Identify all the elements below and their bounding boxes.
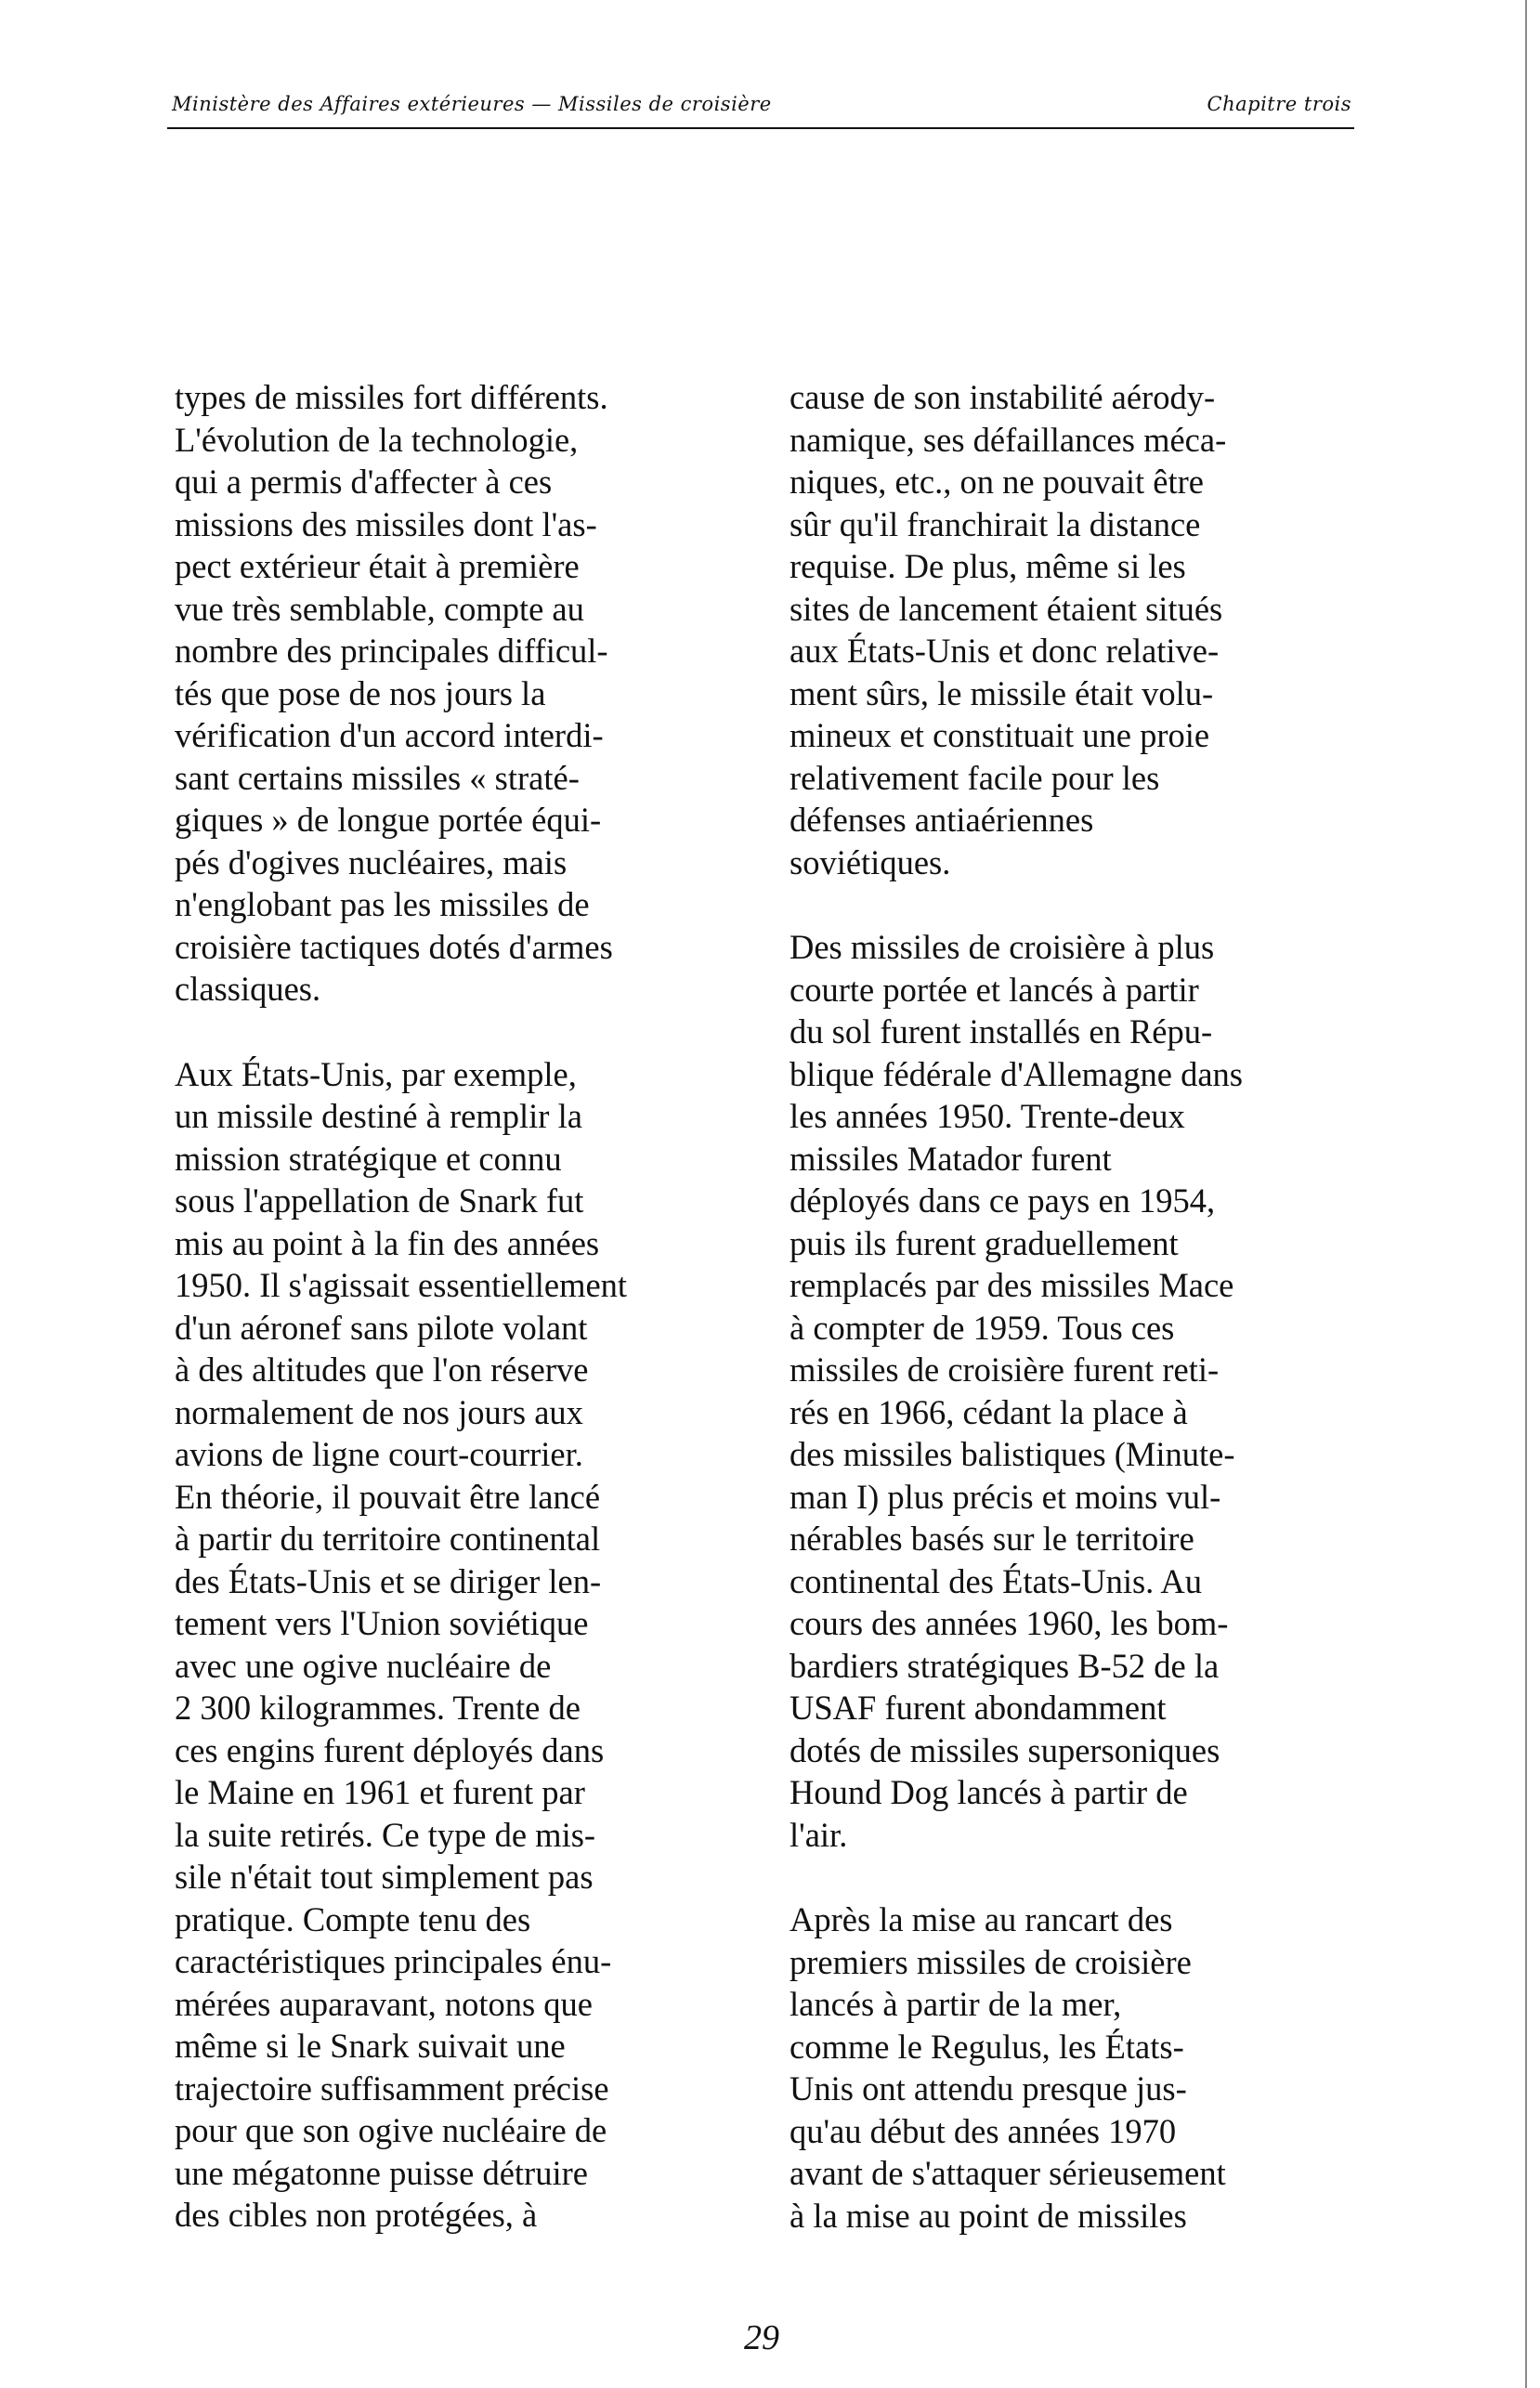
text-line: relativement facile pour les bbox=[790, 758, 1160, 797]
text-line: lancés à partir de la mer, bbox=[790, 1985, 1122, 2023]
text-line: mis au point à la fin des années bbox=[175, 1223, 600, 1262]
text-line: les années 1950. Trente-deux bbox=[790, 1097, 1185, 1135]
text-line: nérables basés sur le territoire bbox=[790, 1520, 1194, 1558]
text-line: vue très semblable, compte au bbox=[175, 589, 584, 628]
text-line: trajectoire suffisamment précise bbox=[175, 2068, 609, 2107]
text-line: le Maine en 1961 et furent par bbox=[175, 1773, 585, 1811]
text-line: soviétiques. bbox=[790, 842, 951, 881]
text-line: un missile destiné à remplir la bbox=[175, 1097, 582, 1135]
text-line: des missiles balistiques (Minute- bbox=[790, 1435, 1235, 1473]
text-line: man I) plus précis et moins vul- bbox=[790, 1477, 1221, 1516]
running-header bbox=[172, 93, 1351, 130]
text-line: bardiers stratégiques B-52 de la bbox=[790, 1646, 1220, 1685]
scan-edge-line bbox=[1525, 0, 1527, 2388]
text-line: requise. De plus, même si les bbox=[790, 547, 1186, 585]
text-line: déployés dans ce pays en 1954, bbox=[790, 1181, 1216, 1220]
text-line: vérification d'un accord interdi- bbox=[175, 716, 604, 754]
text-line: blique fédérale d'Allemagne dans bbox=[790, 1054, 1243, 1093]
text-line: la suite retirés. Ce type de mis- bbox=[175, 1815, 596, 1854]
text-line: qui a permis d'affecter à ces bbox=[175, 463, 553, 501]
left-column bbox=[175, 376, 764, 2237]
text-line: puis ils furent graduellement bbox=[790, 1223, 1179, 1262]
text-line: namique, ses défaillances méca- bbox=[790, 420, 1227, 459]
header-chapter: Chapitre trois bbox=[1207, 93, 1351, 115]
text-line: pés d'ogives nucléaires, mais bbox=[175, 842, 568, 881]
text-line: Aux États-Unis, par exemple, bbox=[175, 1054, 577, 1093]
text-line: caractéristiques principales énu- bbox=[175, 1942, 612, 1980]
text-line: classiques. bbox=[175, 970, 321, 1008]
text-line: sûr qu'il franchirait la distance bbox=[790, 504, 1201, 543]
text-line: pratique. Compte tenu des bbox=[175, 1899, 531, 1938]
text-line: comme le Regulus, les États- bbox=[790, 2027, 1184, 2066]
text-line: mineux et constituait une proie bbox=[790, 716, 1210, 754]
text-line: 2 300 kilogrammes. Trente de bbox=[175, 1689, 581, 1727]
text-line: sant certains missiles « straté- bbox=[175, 758, 580, 797]
text-line: tement vers l'Union soviétique bbox=[175, 1604, 589, 1642]
text-line: giques » de longue portée équi- bbox=[175, 801, 602, 839]
text-line: des États-Unis et se diriger len- bbox=[175, 1561, 602, 1600]
text-line: à compter de 1959. Tous ces bbox=[790, 1308, 1175, 1347]
text-line: des cibles non protégées, à bbox=[175, 2196, 538, 2234]
text-line: En théorie, il pouvait être lancé bbox=[175, 1477, 601, 1516]
paragraph bbox=[790, 1899, 1379, 2237]
text-line: l'air. bbox=[790, 1815, 848, 1854]
text-line: ment sûrs, le missile était volu- bbox=[790, 673, 1214, 712]
text-line: courte portée et lancés à partir bbox=[790, 970, 1199, 1009]
text-line: mission stratégique et connu bbox=[175, 1139, 562, 1178]
header-rule bbox=[167, 127, 1354, 129]
text-line: défenses antiaériennes bbox=[790, 801, 1094, 839]
text-line: mérées auparavant, notons que bbox=[175, 1984, 593, 2023]
right-column bbox=[790, 376, 1379, 2237]
text-line: remplacés par des missiles Mace bbox=[790, 1266, 1234, 1304]
paragraph bbox=[175, 1053, 764, 2237]
text-line: niques, etc., on ne pouvait être bbox=[790, 463, 1204, 501]
paragraph-gap bbox=[790, 1856, 1379, 1899]
paragraph bbox=[790, 376, 1379, 883]
text-line: qu'au début des années 1970 bbox=[790, 2111, 1177, 2150]
text-line: cours des années 1960, les bom- bbox=[790, 1604, 1229, 1642]
text-line: 1950. Il s'agissait essentiellement bbox=[175, 1266, 628, 1304]
page-number: 29 bbox=[744, 2318, 779, 2357]
paragraph-gap bbox=[790, 883, 1379, 926]
text-line: à la mise au point de missiles bbox=[790, 2196, 1187, 2235]
text-line: dotés de missiles supersoniques bbox=[790, 1730, 1220, 1769]
text-line: L'évolution de la technologie, bbox=[175, 420, 579, 459]
text-line: sile n'était tout simplement pas bbox=[175, 1858, 594, 1896]
text-line: sous l'appellation de Snark fut bbox=[175, 1181, 584, 1220]
text-line: une mégatonne puisse détruire bbox=[175, 2153, 588, 2192]
text-line: avions de ligne court-courrier. bbox=[175, 1435, 583, 1473]
text-line: cause de son instabilité aérody- bbox=[790, 378, 1216, 416]
text-line: USAF furent abondamment bbox=[790, 1689, 1167, 1727]
text-line: sites de lancement étaient situés bbox=[790, 589, 1223, 628]
text-line: même si le Snark suivait une bbox=[175, 2027, 566, 2065]
text-line: Après la mise au rancart des bbox=[790, 1900, 1173, 1938]
text-line: ces engins furent déployés dans bbox=[175, 1730, 605, 1769]
text-line: d'un aéronef sans pilote volant bbox=[175, 1308, 588, 1347]
text-line: missions des missiles dont l'as- bbox=[175, 504, 597, 543]
text-line: croisière tactiques dotés d'armes bbox=[175, 927, 613, 966]
header-title: Ministère des Affaires extérieures — Missiles de croisière bbox=[172, 93, 772, 115]
text-line: Unis ont attendu presque jus- bbox=[790, 2069, 1187, 2107]
text-line: n'englobant pas les missiles de bbox=[175, 885, 590, 923]
paragraph-gap bbox=[175, 1011, 764, 1053]
text-line: pect extérieur était à première bbox=[175, 547, 580, 585]
text-line: types de missiles fort différents. bbox=[175, 378, 608, 416]
paragraph bbox=[175, 376, 764, 1011]
text-line: aux États-Unis et donc relative- bbox=[790, 632, 1220, 670]
text-line: à partir du territoire continental bbox=[175, 1520, 601, 1558]
text-line: à des altitudes que l'on réserve bbox=[175, 1351, 589, 1389]
text-line: nombre des principales difficul- bbox=[175, 632, 608, 670]
text-line: normalement de nos jours aux bbox=[175, 1392, 583, 1431]
text-line: Hound Dog lancés à partir de bbox=[790, 1773, 1188, 1811]
text-line: avec une ogive nucléaire de bbox=[175, 1646, 552, 1685]
text-line: missiles de croisière furent reti- bbox=[790, 1351, 1220, 1389]
text-line: tés que pose de nos jours la bbox=[175, 673, 546, 712]
paragraph bbox=[790, 926, 1379, 1856]
text-line: pour que son ogive nucléaire de bbox=[175, 2111, 607, 2149]
text-line: premiers missiles de croisière bbox=[790, 1942, 1192, 1981]
text-line: missiles Matador furent bbox=[790, 1139, 1112, 1178]
text-line: avant de s'attaquer sérieusement bbox=[790, 2154, 1226, 2192]
text-line: rés en 1966, cédant la place à bbox=[790, 1392, 1188, 1431]
text-line: Des missiles de croisière à plus bbox=[790, 928, 1215, 966]
text-line: continental des États-Unis. Au bbox=[790, 1561, 1203, 1600]
text-line: du sol furent installés en Répu- bbox=[790, 1012, 1213, 1050]
